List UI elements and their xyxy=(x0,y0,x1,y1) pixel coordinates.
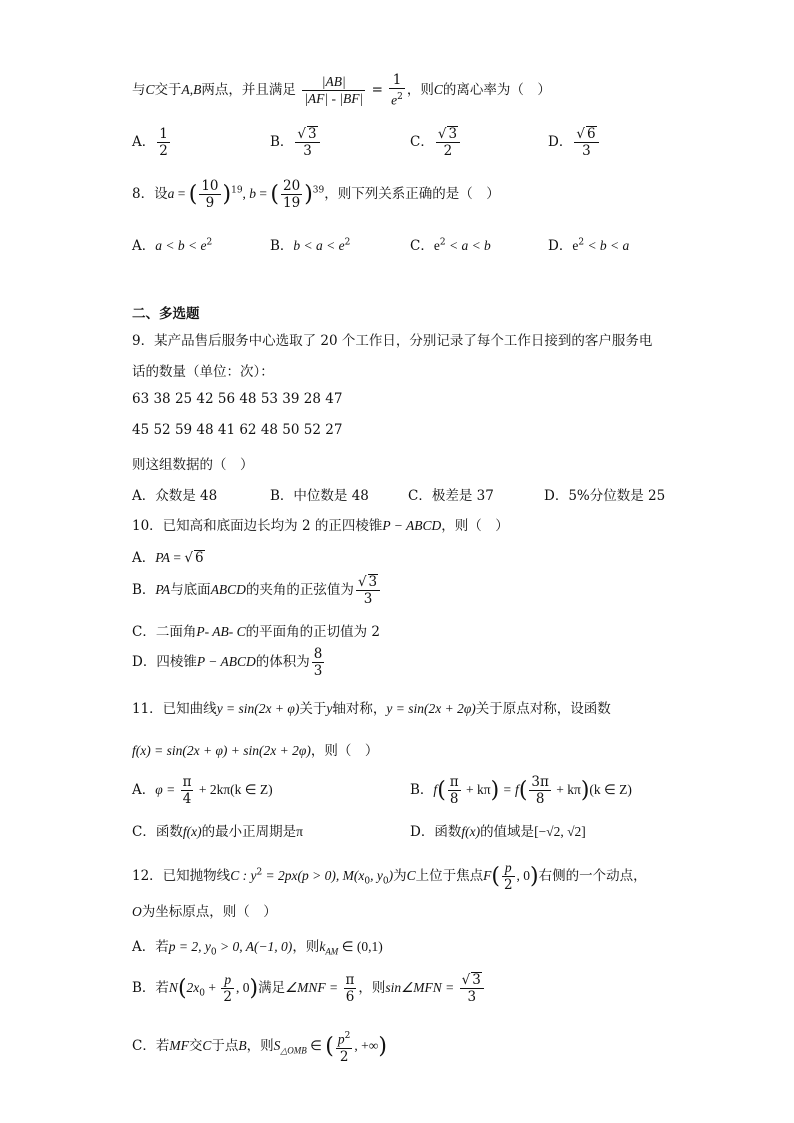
option-den: 2 xyxy=(159,143,168,159)
option-text: 函数 xyxy=(155,824,183,840)
q8-b-den: 19 xyxy=(283,195,301,211)
option-text: 若 xyxy=(155,939,169,955)
option-var: P − ABCD xyxy=(196,654,256,669)
option-var: f(x) xyxy=(182,824,202,839)
option-text: 的体积为 xyxy=(255,654,310,670)
option-num: 3 xyxy=(472,972,481,988)
option-label: A． xyxy=(132,134,156,150)
option-label: A． xyxy=(132,550,156,566)
option-var: f xyxy=(433,782,438,797)
q12-text: 上位于焦点 xyxy=(415,868,484,884)
q7-rhs-fraction xyxy=(389,72,405,109)
option-num: 3π xyxy=(531,774,549,790)
option-den: 8 xyxy=(535,791,545,807)
option-label: A． xyxy=(132,238,156,254)
option-label: C． xyxy=(132,1037,156,1054)
option-label: A． xyxy=(132,782,156,798)
q7-var-c: C xyxy=(145,81,155,97)
option-text: 若 xyxy=(155,980,169,996)
q12-expr: , 0 xyxy=(516,868,531,883)
q12-exp: 2 xyxy=(256,867,263,878)
option-text: 于点 xyxy=(211,1037,239,1054)
q7-text: 交于 xyxy=(154,81,182,98)
q12-var: F xyxy=(483,868,492,883)
q10-option-d[interactable] xyxy=(132,646,326,679)
q12-expr: ) xyxy=(388,868,394,883)
option-text: 交 xyxy=(188,1037,203,1054)
option-expr: , +∞ xyxy=(354,1037,379,1053)
option-text: 5%分位数是 25 xyxy=(568,488,666,504)
option-expr: = f xyxy=(499,782,519,797)
q9-data1: 63 38 25 42 56 48 53 39 28 47 xyxy=(132,391,343,407)
option-num: π xyxy=(449,774,459,790)
q9-line1: 9．某产品售后服务中心选取了 20 个工作日，分别记录了每个工作日接到的客户服务电 xyxy=(132,333,653,349)
option-den: 3 xyxy=(313,663,323,679)
q11-option-c[interactable] xyxy=(132,820,303,840)
q7-text: 的离心率为（ ） xyxy=(442,81,551,98)
q7-lhs-num: |AB| xyxy=(302,74,365,91)
q8-prefix: 8．设 xyxy=(132,186,168,202)
option-text: e xyxy=(433,238,440,253)
option-var: N xyxy=(168,980,178,995)
q7-option-c[interactable]: C． $\frac{√ 3}{2}$ xyxy=(410,126,462,159)
option-label: B． xyxy=(132,582,156,598)
q7-option-d[interactable]: D． $\frac{√ 6}{3}$ xyxy=(548,126,601,159)
q7-rhs-exp: 2 xyxy=(397,92,403,102)
option-var: P- AB- C xyxy=(196,624,246,639)
option-exp: 2 xyxy=(578,237,585,248)
option-tail: < b < a xyxy=(584,238,630,253)
q11-var: y xyxy=(326,701,333,716)
section-title: 二、多选题 xyxy=(132,306,200,322)
q7-eq: = xyxy=(371,81,383,98)
option-expr: , 0 xyxy=(235,980,250,995)
q11-stem-line2 xyxy=(132,739,378,759)
option-sqrt: 6 xyxy=(195,550,204,566)
q12-sub: 0 xyxy=(364,876,371,887)
option-text: ，则 xyxy=(246,1037,274,1054)
q12-expr: C : y xyxy=(230,868,257,883)
option-den: 2 xyxy=(223,989,232,1005)
option-text: 若 xyxy=(155,1037,170,1054)
option-label: C． xyxy=(132,824,156,840)
q7-var-ab: A,B xyxy=(181,81,202,97)
q7-option-b[interactable]: B． $\frac{√ 3}{3}$ xyxy=(270,126,322,159)
option-text: 众数是 48 xyxy=(155,488,218,504)
option-text: 四棱锥 xyxy=(156,654,197,670)
q12-var: O xyxy=(132,904,142,919)
option-den: 6 xyxy=(345,989,355,1005)
option-label: C． xyxy=(132,624,156,640)
option-expr: + 2kπ(k ∈ Z) xyxy=(195,782,273,797)
option-label: C． xyxy=(410,238,434,254)
option-num: 3 xyxy=(448,126,458,142)
q8-a-num: 10 xyxy=(201,178,219,194)
option-text: b < a < e xyxy=(293,238,345,253)
option-text: 的平面角的正切值为 2 xyxy=(245,624,380,640)
q11-text: 11．已知曲线 xyxy=(132,701,217,717)
q7-lhs-den: |AF| - |BF| xyxy=(304,90,364,106)
q10-option-a[interactable]: A．PA = √ 6 xyxy=(132,550,204,566)
q12-expr: = 2px(p > 0), M(x xyxy=(262,868,365,883)
option-expr: (k ∈ Z) xyxy=(589,782,632,797)
q8-option-b[interactable] xyxy=(270,234,350,254)
option-label: C． xyxy=(410,134,434,150)
option-text: 与底面 xyxy=(170,582,211,598)
option-expr: 2x xyxy=(186,980,200,995)
option-den: 4 xyxy=(182,791,192,807)
q12-stem-line2 xyxy=(132,900,277,920)
option-expr: [−√2, √2] xyxy=(534,824,586,839)
option-expr: sin∠MFN = xyxy=(385,980,458,995)
option-num: 1 xyxy=(159,126,168,142)
q7-text: 与 xyxy=(132,81,146,98)
option-expr: ∈ xyxy=(306,1037,326,1053)
q8-option-a[interactable] xyxy=(132,234,212,254)
q10-option-b[interactable]: B．PA与底面ABCD的夹角的正弦值为 $\frac{√ 3}{3}$ xyxy=(132,574,382,607)
q11-expr: y = sin(2x + φ) xyxy=(216,701,300,716)
option-sub: △OMB xyxy=(280,1045,307,1056)
option-sub: AM xyxy=(325,946,339,957)
option-var: MF xyxy=(169,1037,189,1053)
q8-option-d[interactable] xyxy=(548,234,629,254)
option-den: 2 xyxy=(339,1048,349,1065)
option-text: 满足 xyxy=(258,980,286,996)
option-expr: φ = xyxy=(155,782,179,797)
q11-stem-line1 xyxy=(132,697,611,717)
q7-stem xyxy=(132,72,551,109)
option-text: 极差是 37 xyxy=(431,488,494,504)
q11-option-b[interactable]: B．f( $\frac{\pi}{8}$ + kπ) = f( $\frac{3\pi}{8}$ + kπ)(k ∈ Z) xyxy=(410,774,632,807)
option-label: D． xyxy=(548,134,573,150)
q9-option-b[interactable] xyxy=(270,484,369,504)
q12-num: p xyxy=(502,860,515,877)
q8-option-c[interactable] xyxy=(410,234,491,254)
option-den: 8 xyxy=(449,791,459,807)
option-label: B． xyxy=(410,782,434,798)
option-num: π xyxy=(345,972,355,988)
q12-sub: 0 xyxy=(382,876,389,887)
q12-text: 右侧的一个动点， xyxy=(538,868,647,884)
option-var: C xyxy=(202,1037,212,1053)
q12-expr: , y xyxy=(370,868,383,883)
q10-text: 10．已知高和底面边长均为 2 的正四棱锥 xyxy=(132,518,383,534)
option-num: 6 xyxy=(586,126,596,142)
option-text: 二面角 xyxy=(155,624,197,640)
q10-option-c[interactable] xyxy=(132,620,380,640)
option-expr: + kπ xyxy=(462,782,491,797)
q11-expr: y = sin(2x + 2φ) xyxy=(386,701,476,716)
q11-option-a[interactable] xyxy=(132,774,273,807)
q12-option-c[interactable]: C．若MF交C于点B，则$S_{\triangle OMB}$ ∈ ( $\frac{p^2}{2}$ , +∞) xyxy=(132,1028,387,1065)
option-label: A． xyxy=(132,488,156,504)
q7-lhs-fraction xyxy=(302,74,365,107)
q12-var: C xyxy=(406,868,416,883)
q9-question: 则这组数据的（ ） xyxy=(132,457,254,473)
option-var: k xyxy=(319,939,326,954)
option-label: B． xyxy=(270,488,294,504)
q7-text: 两点，并且满足 xyxy=(201,81,296,98)
q12-text: 12．已知抛物线 xyxy=(132,868,231,884)
q8-b-num: 20 xyxy=(283,178,301,194)
option-text: ，则 xyxy=(292,939,320,955)
q9-option-d[interactable] xyxy=(544,484,665,504)
option-var: B xyxy=(238,1037,247,1053)
option-text: e xyxy=(572,238,579,253)
option-text: 的最小正周期是 xyxy=(201,824,297,840)
q7-option-a[interactable] xyxy=(132,126,172,159)
q11-text: 关于 xyxy=(299,701,327,717)
q8-a-den: 9 xyxy=(205,195,215,211)
q10-stem xyxy=(132,514,509,534)
option-den: 3 xyxy=(303,143,312,159)
option-num: 3 xyxy=(308,126,317,142)
q7-rhs-den: e xyxy=(391,92,398,108)
q8-stem: 8．设a = ( $\frac{10}{9}$ )$^{19}$, b = ( $\frac{20}{19}$ )$^{39}$，则下列关系正确的是（ ） xyxy=(132,178,500,211)
q11-option-d[interactable] xyxy=(410,820,586,840)
option-label: C． xyxy=(408,488,432,504)
option-label: B． xyxy=(270,134,294,150)
q12-den: 2 xyxy=(503,877,513,893)
option-text: 函数 xyxy=(434,824,462,840)
option-expr: p = 2, y xyxy=(168,939,211,954)
option-num: 3 xyxy=(368,574,378,590)
q8-var-b: b xyxy=(249,186,257,201)
option-eq: = xyxy=(170,550,185,565)
option-label: D． xyxy=(410,824,435,840)
option-expr: > 0, A(−1, 0) xyxy=(216,939,293,954)
option-label: A． xyxy=(132,939,156,955)
option-num: p xyxy=(337,1031,345,1047)
q11-text: 关于原点对称，设函数 xyxy=(475,701,611,717)
option-expr: + kπ xyxy=(552,782,581,797)
q12-stem-line1: 12．已知抛物线C : $y^2 = 2px(p > 0)$, $M(x_0$, $y_0$)为C上位于焦点F( $\frac{p}{2}$ , 0)右侧的一个动点， xyxy=(132,860,647,893)
option-label: B． xyxy=(270,238,294,254)
option-tail: < a < b xyxy=(445,238,491,253)
option-label: D． xyxy=(548,238,573,254)
option-expr: ∠MNF = xyxy=(285,980,342,995)
option-text: 中位数是 48 xyxy=(293,488,369,504)
option-text: 的夹角的正弦值为 xyxy=(245,582,354,598)
q11-text: 轴对称， xyxy=(332,701,387,717)
q9-line2: 话的数量（单位：次）： xyxy=(132,364,274,380)
q12-text: 为坐标原点，则（ ） xyxy=(141,904,277,920)
option-var: f(x) xyxy=(461,824,481,839)
q9-option-c[interactable] xyxy=(408,484,494,504)
q11-text: ，则（ ） xyxy=(310,743,379,759)
q9-data2: 45 52 59 48 41 62 48 50 52 27 xyxy=(132,422,343,438)
option-var: S xyxy=(273,1037,281,1053)
option-text: a < b < e xyxy=(155,238,207,253)
q9-option-a[interactable] xyxy=(132,484,217,504)
option-label: B． xyxy=(132,980,156,996)
option-num: π xyxy=(182,774,192,790)
q12-text: 为 xyxy=(393,868,407,884)
option-var: PA xyxy=(155,582,171,597)
q8-b-exp: 39 xyxy=(312,185,325,196)
q8-a-exp: 19 xyxy=(231,185,243,196)
option-var: PA xyxy=(155,550,171,565)
option-num: p xyxy=(221,972,234,989)
option-expr: ∈ (0,1) xyxy=(338,939,383,954)
option-exp: 2 xyxy=(206,237,213,248)
q8-suffix: ，则下列关系正确的是（ ） xyxy=(324,186,500,202)
option-num: 8 xyxy=(313,646,323,662)
q7-var-c: C xyxy=(433,81,443,97)
q10-text: ，则（ ） xyxy=(441,518,509,534)
q10-var: P − ABCD xyxy=(382,518,442,533)
option-exp: 2 xyxy=(344,1031,351,1041)
option-den: 3 xyxy=(363,591,373,607)
option-label: D． xyxy=(544,488,569,504)
option-expr: π xyxy=(296,824,303,839)
option-text: 的值域是 xyxy=(480,824,535,840)
q12-option-b[interactable]: B．若$N(2x_0$ + $\frac{p}{2}$ , 0)满足∠MNF = $\frac{\pi}{6}$ ，则sin∠MFN = $\frac{√ 3}{3}$ xyxy=(132,972,486,1005)
option-exp: 2 xyxy=(439,237,446,248)
option-label: D． xyxy=(132,654,157,670)
option-var: ABCD xyxy=(210,582,246,597)
option-text: ，则 xyxy=(358,980,386,996)
option-exp: 2 xyxy=(344,237,351,248)
q12-option-a[interactable] xyxy=(132,935,383,958)
q7-rhs-num: 1 xyxy=(389,72,405,89)
option-sub: 0 xyxy=(210,947,217,958)
option-sub: 0 xyxy=(199,988,206,999)
q7-text: ，则 xyxy=(406,81,434,98)
option-den: 2 xyxy=(443,143,453,159)
option-den: 3 xyxy=(467,989,477,1005)
q11-expr: f(x) = sin(2x + φ) + sin(2x + 2φ) xyxy=(132,743,311,758)
q8-var-a: a xyxy=(167,186,175,201)
option-den: 3 xyxy=(582,143,591,159)
option-expr: + xyxy=(205,980,220,995)
